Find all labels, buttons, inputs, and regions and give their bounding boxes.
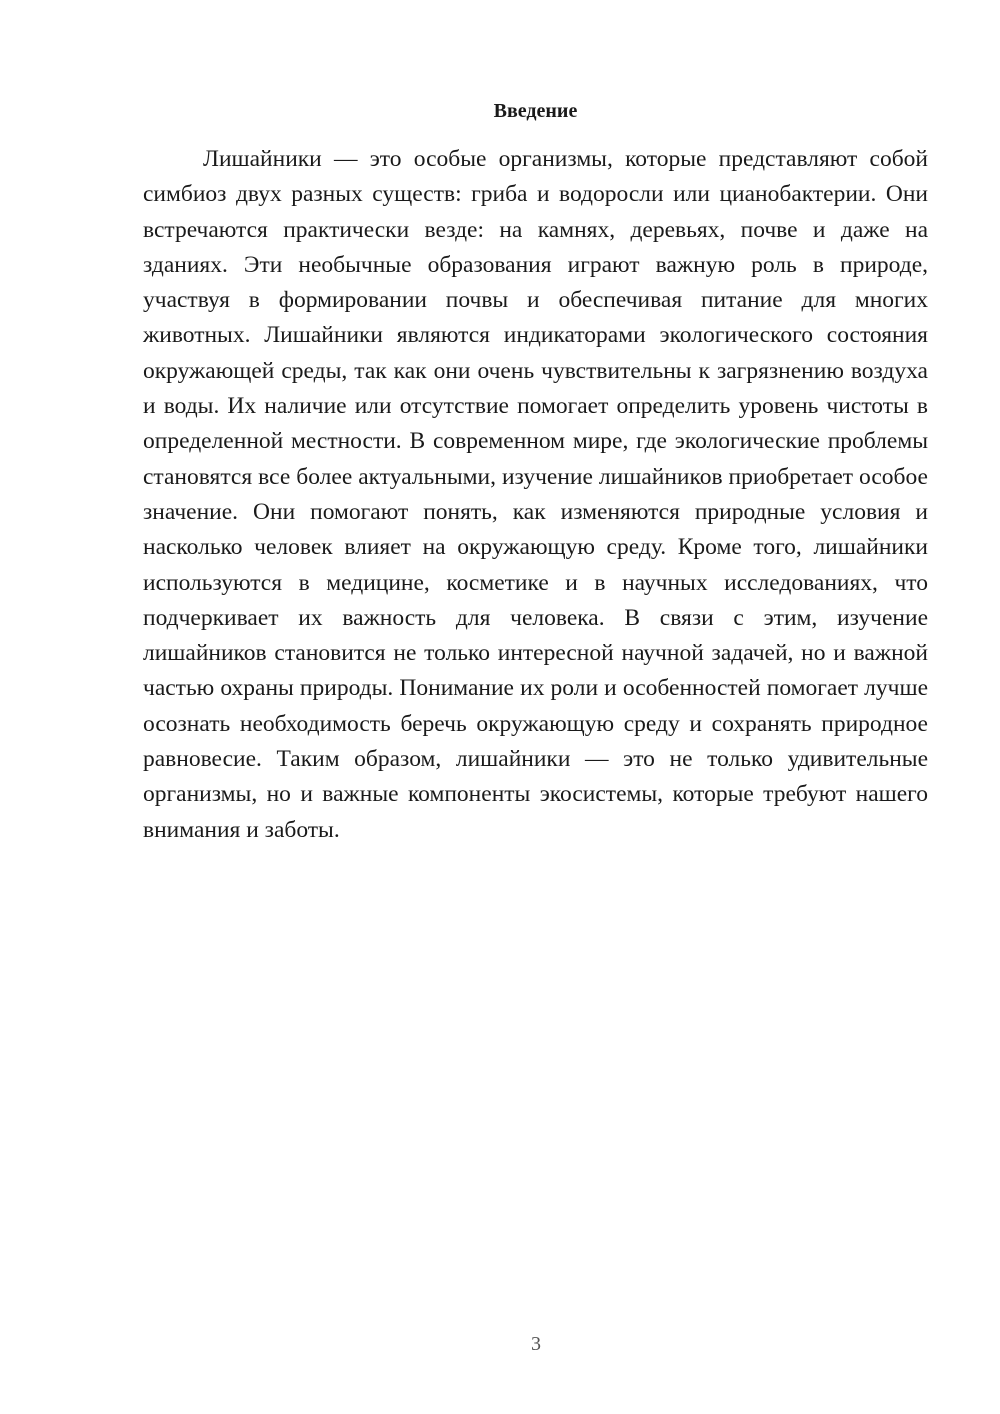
intro-paragraph: Лишайники — это особые организмы, которые представляют собой симбиоз двух разных существ: гриба и водоросли или цианобактерии. Они встречаются практически везде: на камнях, деревьях, почве и даже на зданиях. Эти необычные образования играют важную роль в природе, участвуя в формировании почвы и обеспечивая питание для многих животных. Лишайники являются индикаторами экологического состояния окружающей среды, так как они очень чувствительны к загрязнению воздуха и воды. Их наличие или отсутствие помогает определить уровень чистоты в определенной местности. В современном мире, где экологические проблемы становятся все более актуальными, изучение лишайников приобретает особое значение. Они помогают понять, как изменяются природные условия и насколько человек влияет на окружающую среду. Кроме того, лишайники используются в медицине, косметике и в научных исследованиях, что подчеркивает их важность для человека. В связи с этим, изучение лишайников становится не только интересной научной задачей, но и важной частью охраны природы. Понимание их роли и особенностей помогает лучше осознать необходимость беречь окружающую среду и сохранять природное равновесие. Таким образом, лишайники — это не только удивительные организмы, но и важные компоненты экосистемы, которые требуют нашего внимания и заботы. (143, 146, 928, 843)
section-heading: Введение (493, 100, 578, 122)
page-number: 3 (531, 1333, 541, 1355)
